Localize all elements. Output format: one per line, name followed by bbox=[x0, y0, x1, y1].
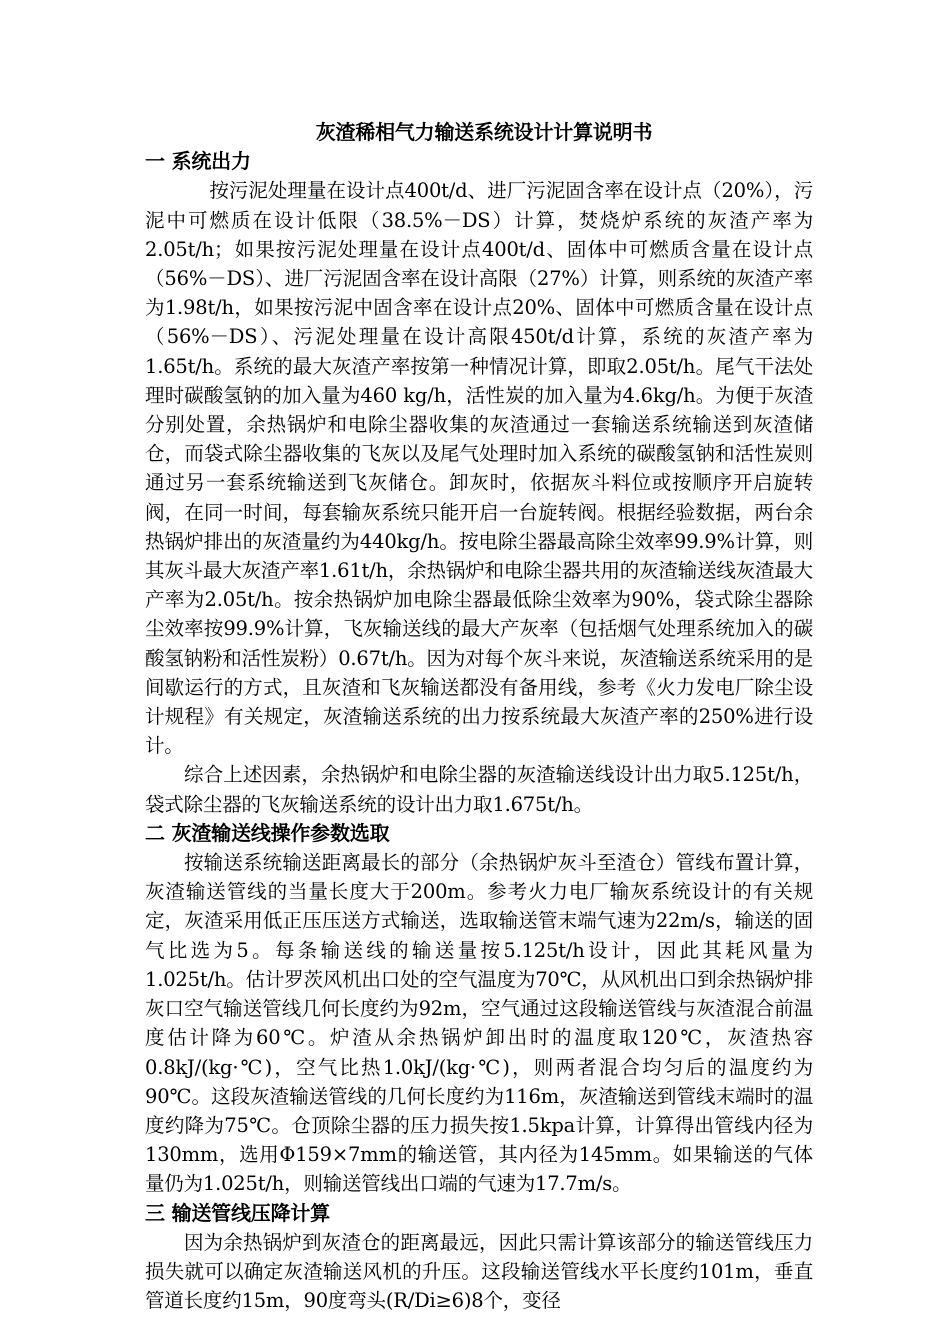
document-title: 灰渣稀相气力输送系统设计计算说明书 bbox=[315, 120, 653, 144]
section-heading: 二 灰渣输送线操作参数选取 bbox=[145, 820, 390, 845]
document-page bbox=[145, 118, 813, 1315]
section-heading: 三 输送管线压降计算 bbox=[145, 1200, 330, 1225]
paragraph: 综合上述因素，余热锅炉和电除尘器的灰渣输送线设计出力取5.125t/h，袋式除尘器的飞灰输送系统的设计出力取1.675t/h。 bbox=[145, 763, 813, 816]
section-heading: 一 系统出力 bbox=[145, 149, 251, 174]
paragraph: 按污泥处理量在设计点400t/d、进厂污泥固含率在设计点（20%），污泥中可燃质在设计低限（38.5%－DS）计算，焚烧炉系统的灰渣产率为2.05t/h；如果按污泥处理量在设计点400t/d、固体中可燃质含量在设计点（56%－DS）、进厂污泥固含率在设计高限（27%）计算，则系统的灰渣产率为1.98t/h，如果按污泥中固含率在设计点20%、固体中可燃质含量在设计点（56%－DS）、污泥处理量在设计高限450t/d计算，系统的灰渣产率为1.65t/h。系统的最大灰渣产率按第一种情况计算，即取2.05t/h。尾气干法处理时碳酸氢钠的加入量为460 kg/h，活性炭的加入量为4.6kg/h。为便于灰渣分别处置，余热锅炉和电除尘器收集的灰渣通过一套输送系统输送到灰渣储仓，而袋式除尘器收集的飞灰以及尾气处理时加入系统的碳酸氢钠和活性炭则通过另一套系统输送到飞灰储仓。卸灰时，依据灰斗料位或按顺序开启旋转阀，在同一时间，每套输灰系统只能开启一台旋转阀。根据经验数据，两台余热锅炉排出的灰渣量约为440kg/h。按电除尘器最高除尘效率99.9%计算，则其灰斗最大灰渣产率1.61t/h，余热锅炉和电除尘器共用的灰渣输送线灰渣最大产率为2.05t/h。按余热锅炉加电除尘器最低除尘效率为90%，袋式除尘器除尘效率按99.9%计算，飞灰输送线的最大产灰率（包括烟气处理系统加入的碳酸氢钠粉和活性炭粉）0.67t/h。因为对每个灰斗来说，灰渣输送系统采用的是间歇运行的方式，且灰渣和飞灰输送都没有备用线，参考《火力发电厂除尘设计规程》有关规定，灰渣输送系统的出力按系统最大灰渣产率的250%进行设计。 bbox=[145, 179, 813, 758]
paragraph: 按输送系统输送距离最长的部分（余热锅炉灰斗至渣仓）管线布置计算，灰渣输送管线的当量长度大于200m。参考火力电厂输灰系统设计的有关规定，灰渣采用低正压压送方式输送，选取输送管末端气速为22m/s，输送的固气比选为5。每条输送线的输送量按5.125t/h设计，因此其耗风量为1.025t/h。估计罗茨风机出口处的空气温度为70℃，从风机出口到余热锅炉排灰口空气输送管线几何长度约为92m，空气通过这段输送管线与灰渣混合前温度估计降为60℃。炉渣从余热锅炉卸出时的温度取120℃，灰渣热容0.8kJ/(kg·℃)，空气比热1.0kJ/(kg·℃)，则两者混合均匀后的温度约为90℃。这段灰渣输送管线的几何长度约为116m，灰渣输送到管线末端时的温度约降为75℃。仓顶除尘器的压力损失按1.5kpa计算，计算得出管线内径为130mm，选用Φ159×7mm的输送管，其内径为145mm。如果输送的气体量仍为1.025t/h，则输送管线出口端的气速为17.7m/s。 bbox=[145, 851, 813, 1196]
paragraph: 因为余热锅炉到灰渣仓的距离最远，因此只需计算该部分的输送管线压力损失就可以确定灰渣输送风机的升压。这段输送管线水平长度约101m，垂直管道长度约15m，90度弯头(R/Di≥6)8个，变径 bbox=[145, 1230, 813, 1313]
